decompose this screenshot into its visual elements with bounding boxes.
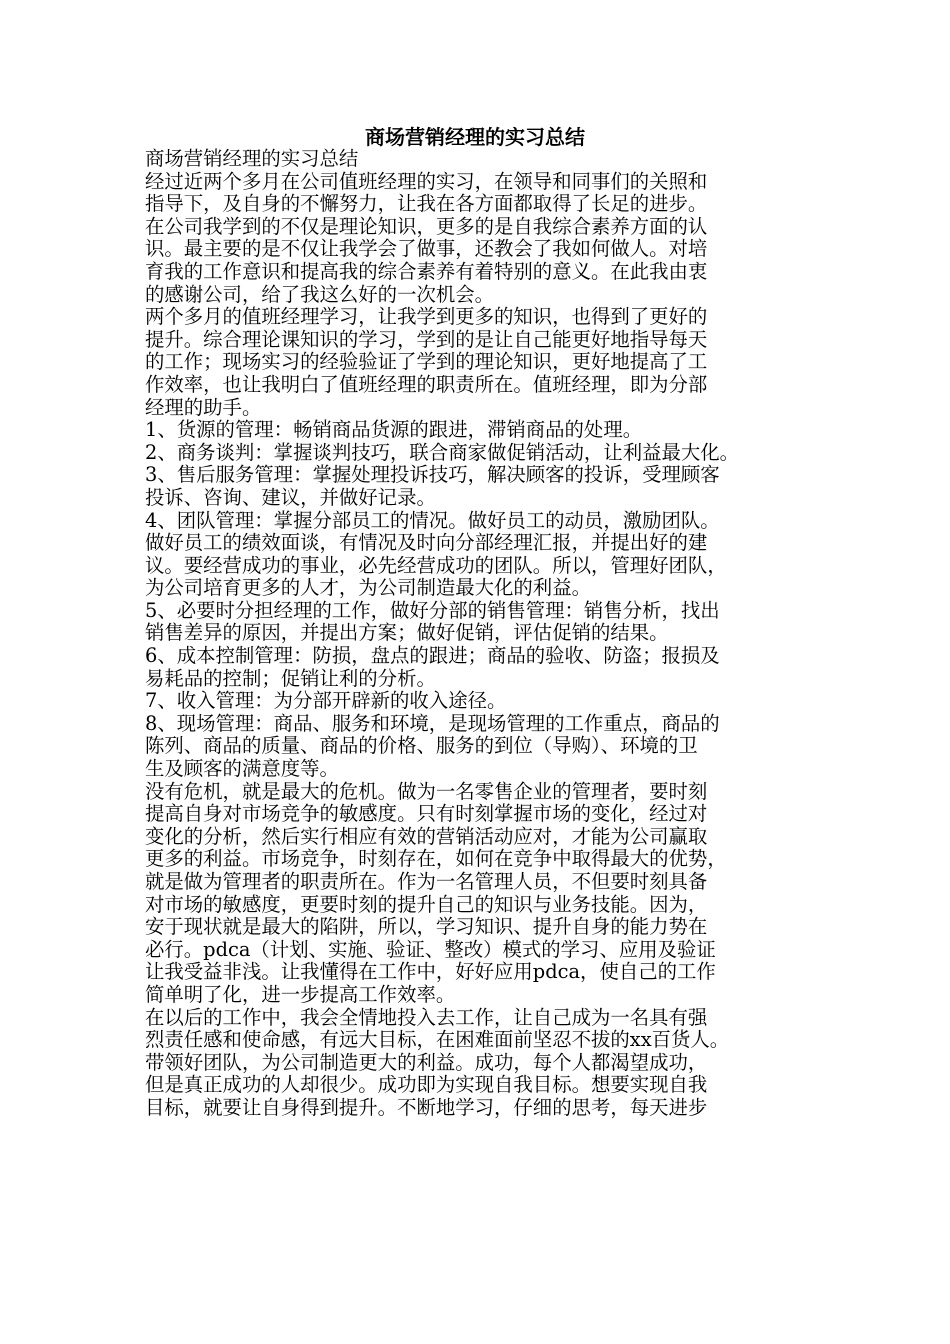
body-text-line: 带领好团队，为公司制造更大的利益。成功，每个人都渴望成功， xyxy=(145,1050,708,1074)
body-text-line: 目标，就要让自身得到提升。不断地学习，仔细的思考，每天进步 xyxy=(145,1095,708,1119)
body-text-line: 销售差异的原因，并提出方案；做好促销，评估促销的结果。 xyxy=(145,621,669,645)
body-text-line: 更多的利益。市场竞争，时刻存在，如何在竞争中取得最大的优势， xyxy=(145,847,727,871)
body-text-line: 8、现场管理：商品、服务和环境，是现场管理的工作重点，商品的 xyxy=(145,711,720,735)
body-text-line: 做好员工的绩效面谈，有情况及时向分部经理汇报，并提出好的建 xyxy=(145,531,708,555)
body-text-line: 7、收入管理：为分部开辟新的收入途径。 xyxy=(145,689,507,713)
body-text-line: 育我的工作意识和提高我的综合素养有着特别的意义。在此我由衷 xyxy=(145,259,708,283)
body-text-line: 的感谢公司，给了我这么好的一次机会。 xyxy=(145,282,495,306)
body-text-line: 提升。综合理论课知识的学习，学到的是让自己能更好地指导每天 xyxy=(145,327,708,351)
body-text-line: 在公司我学到的不仅是理论知识，更多的是自我综合素养方面的认 xyxy=(145,214,708,238)
body-text-line: 生及顾客的满意度等。 xyxy=(145,757,339,781)
body-text-line: 经理的助手。 xyxy=(145,395,262,419)
body-text-line: 提高自身对市场竞争的敏感度。只有时刻掌握市场的变化，经过对 xyxy=(145,802,708,826)
body-text-line: 烈责任感和使命感，有远大目标，在困难面前坚忍不拔的xx百货人。 xyxy=(145,1028,730,1052)
document-title: 商场营销经理的实习总结 xyxy=(365,125,585,149)
body-text-line: 商场营销经理的实习总结 xyxy=(145,147,359,170)
body-text-line: 让我受益非浅。让我懂得在工作中，好好应用pdca，使自己的工作 xyxy=(145,960,716,984)
body-text-line: 4、团队管理：掌握分部员工的情况。做好员工的动员，激励团队。 xyxy=(145,508,720,532)
body-text-line: 作效率，也让我明白了值班经理的职责所在。值班经理，即为分部 xyxy=(145,372,708,396)
document-body xyxy=(145,148,820,1120)
body-text-line: 经过近两个多月在公司值班经理的实习，在领导和同事们的关照和 xyxy=(145,169,708,193)
body-text-line: 投诉、咨询、建议，并做好记录。 xyxy=(145,485,436,509)
body-text-line: 在以后的工作中，我会全情地投入去工作，让自己成为一名具有强 xyxy=(145,1005,708,1029)
body-text-line: 陈列、商品的质量、商品的价格、服务的到位（导购）、环境的卫 xyxy=(145,734,698,758)
body-text-line: 安于现状就是最大的陷阱，所以，学习知识、提升自身的能力势在 xyxy=(145,915,708,939)
body-text-line: 指导下，及自身的不懈努力，让我在各方面都取得了长足的进步。 xyxy=(145,192,708,216)
body-text-line: 没有危机，就是最大的危机。做为一名零售企业的管理者，要时刻 xyxy=(145,779,708,803)
body-text-line: 5、必要时分担经理的工作，做好分部的销售管理：销售分析，找出 xyxy=(145,598,720,622)
body-text-line: 3、售后服务管理：掌握处理投诉技巧，解决顾客的投诉，受理顾客 xyxy=(145,463,720,487)
body-text-line: 6、成本控制管理：防损，盘点的跟进；商品的验收、防盗；报损及 xyxy=(145,644,720,668)
body-text-line: 识。最主要的是不仅让我学会了做事，还教会了我如何做人。对培 xyxy=(145,237,708,261)
body-text-line: 对市场的敏感度，更要时刻的提升自己的知识与业务技能。因为， xyxy=(145,892,708,916)
body-text-line: 2、商务谈判：掌握谈判技巧，联合商家做促销活动，让利益最大化。 xyxy=(145,440,740,464)
body-text-line: 简单明了化，进一步提高工作效率。 xyxy=(145,982,456,1006)
body-text-line: 必行。pdca（计划、实施、验证、整改）模式的学习、应用及验证 xyxy=(145,937,716,961)
body-text-line: 为公司培育更多的人才，为公司制造最大化的利益。 xyxy=(145,576,591,600)
body-text-line: 的工作；现场实习的经验验证了学到的理论知识，更好地提高了工 xyxy=(145,350,708,374)
body-text-line: 两个多月的值班经理学习，让我学到更多的知识，也得到了更好的 xyxy=(145,305,708,329)
body-text-line: 但是真正成功的人却很少。成功即为实现自我目标。想要实现自我 xyxy=(145,1073,708,1097)
body-text-line: 就是做为管理者的职责所在。作为一名管理人员，不但要时刻具备 xyxy=(145,870,708,893)
body-text-line: 变化的分析，然后实行相应有效的营销活动应对，才能为公司赢取 xyxy=(145,824,708,848)
body-text-line: 议。要经营成功的事业，必先经营成功的团队。所以，管理好团队， xyxy=(145,553,727,577)
body-text-line: 易耗品的控制；促销让利的分析。 xyxy=(145,666,436,690)
body-text-line: 1、货源的管理：畅销商品货源的跟进，滞销商品的处理。 xyxy=(145,418,643,442)
